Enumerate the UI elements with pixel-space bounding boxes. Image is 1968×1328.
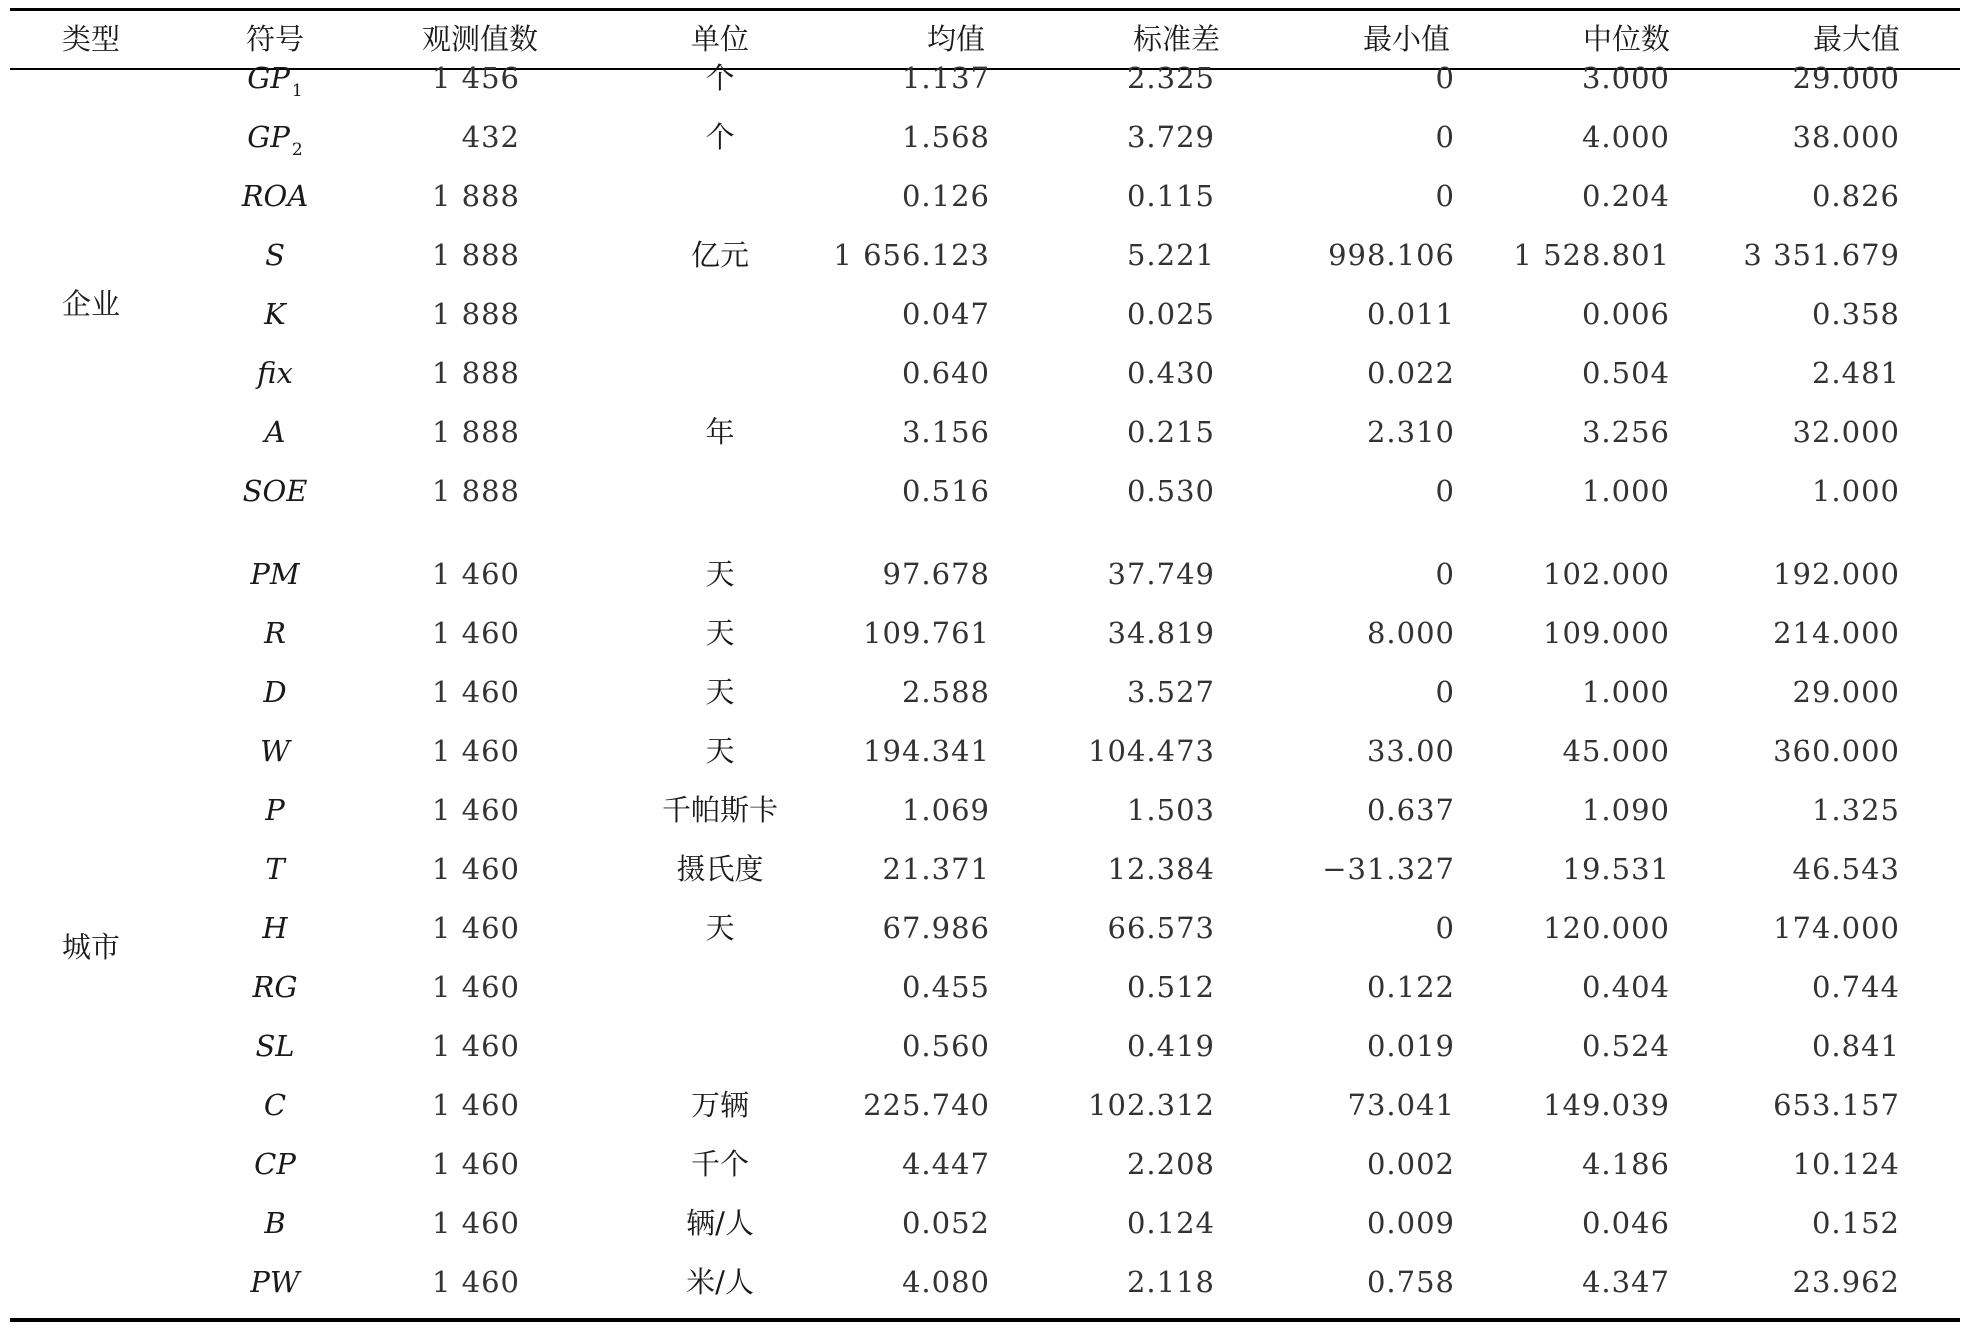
symbol-text: P [265,793,285,827]
symbol-text: SOE [242,474,308,508]
cell-symbol [200,176,350,216]
cell-median: 0.404 [1581,970,1670,1004]
cell-median: 1.090 [1581,793,1670,827]
cell-unit: 亿元 [690,238,749,272]
cell-median: 0.006 [1581,297,1670,331]
cell-obs: 1 460 [431,557,520,591]
cell-symbol [200,235,350,275]
cell-unit: 天 [705,616,735,650]
cell-max: 174.000 [1773,911,1900,945]
cell-median: 4.186 [1581,1147,1670,1181]
symbol-text: D [263,675,287,709]
header-sd: 标准差 [1132,22,1220,56]
cell-min: 0 [1435,179,1455,213]
cell-symbol [200,1203,350,1243]
cell-max: 0.358 [1811,297,1900,331]
cell-sd: 2.208 [1126,1147,1215,1181]
symbol-text: GP [247,61,290,95]
cell-max: 3 351.679 [1743,238,1900,272]
cell-mean: 0.455 [901,970,990,1004]
cell-sd: 66.573 [1107,911,1215,945]
cell-unit: 天 [705,911,735,945]
symbol-text: A [264,415,286,449]
symbol-subscript: 1 [291,81,303,101]
header-type: 类型 [62,22,121,56]
table-row [0,294,1968,334]
cell-unit: 米/人 [686,1265,754,1299]
cell-sd: 102.312 [1088,1088,1215,1122]
cell-unit: 千帕斯卡 [661,793,778,827]
cell-sd: 5.221 [1126,238,1215,272]
symbol-subscript: 2 [291,140,303,160]
cell-obs: 1 460 [431,911,520,945]
cell-max: 653.157 [1773,1088,1900,1122]
cell-symbol [200,471,350,511]
group-label-enterprise: 企业 [62,287,121,321]
cell-sd: 0.430 [1126,356,1215,390]
cell-sd: 0.215 [1126,415,1215,449]
cell-unit: 个 [705,61,735,95]
symbol-text: PW [250,1265,300,1299]
cell-min: 33.00 [1366,734,1455,768]
cell-mean: 1 656.123 [833,238,990,272]
cell-mean: 21.371 [882,852,990,886]
cell-mean: 3.156 [901,415,990,449]
cell-max: 32.000 [1792,415,1900,449]
cell-max: 0.841 [1811,1029,1900,1063]
table-row [0,353,1968,393]
symbol-text: W [260,734,290,768]
cell-min: 0.019 [1366,1029,1455,1063]
table-row [0,849,1968,889]
cell-min: 998.106 [1328,238,1455,272]
cell-symbol [200,1026,350,1066]
cell-obs: 1 460 [431,1088,520,1122]
cell-unit: 年 [705,415,735,449]
cell-median: 3.256 [1581,415,1670,449]
cell-symbol [200,58,350,101]
cell-symbol [200,967,350,1007]
cell-max: 23.962 [1792,1265,1900,1299]
cell-sd: 3.729 [1126,120,1215,154]
cell-mean: 4.080 [901,1265,990,1299]
cell-sd: 3.527 [1126,675,1215,709]
cell-sd: 0.419 [1126,1029,1215,1063]
cell-obs: 1 460 [431,1147,520,1181]
symbol-text: SL [255,1029,295,1063]
cell-obs: 1 888 [431,356,520,390]
cell-obs: 1 888 [431,238,520,272]
cell-median: 19.531 [1562,852,1670,886]
cell-symbol [200,1085,350,1125]
cell-sd: 12.384 [1107,852,1215,886]
table-row [0,1026,1968,1066]
symbol-text: fix [257,356,293,390]
cell-mean: 1.568 [901,120,990,154]
cell-unit: 万辆 [690,1088,749,1122]
symbol-text: K [264,297,286,331]
cell-max: 1.000 [1811,474,1900,508]
cell-max: 192.000 [1773,557,1900,591]
cell-mean: 225.740 [863,1088,990,1122]
cell-min: −31.327 [1322,852,1455,886]
cell-max: 10.124 [1792,1147,1900,1181]
cell-min: 0 [1435,61,1455,95]
cell-obs: 432 [461,120,520,154]
cell-mean: 0.126 [901,179,990,213]
cell-min: 0.002 [1366,1147,1455,1181]
cell-sd: 2.118 [1126,1265,1215,1299]
cell-obs: 1 456 [431,61,520,95]
cell-median: 102.000 [1543,557,1670,591]
cell-unit: 摄氏度 [676,852,764,886]
table-row [0,967,1968,1007]
cell-min: 0 [1435,557,1455,591]
cell-median: 4.000 [1581,120,1670,154]
header-symbol: 符号 [245,22,304,56]
symbol-text: S [265,238,285,272]
group-label-city: 城市 [62,930,121,964]
cell-sd: 2.325 [1126,61,1215,95]
cell-sd: 37.749 [1107,557,1215,591]
cell-median: 0.524 [1581,1029,1670,1063]
cell-max: 46.543 [1792,852,1900,886]
symbol-text: RG [252,970,298,1004]
cell-max: 214.000 [1773,616,1900,650]
cell-min: 0 [1435,675,1455,709]
cell-sd: 34.819 [1107,616,1215,650]
cell-max: 29.000 [1792,675,1900,709]
table-row [0,1085,1968,1125]
cell-mean: 109.761 [863,616,990,650]
cell-mean: 194.341 [863,734,990,768]
symbol-text: B [264,1206,286,1240]
table-row [0,790,1968,830]
cell-sd: 0.124 [1126,1206,1215,1240]
cell-max: 0.152 [1811,1206,1900,1240]
symbol-text: ROA [241,179,309,213]
cell-sd: 0.115 [1126,179,1215,213]
cell-mean: 1.069 [901,793,990,827]
table-row [0,412,1968,452]
cell-median: 120.000 [1543,911,1670,945]
cell-unit: 辆/人 [686,1206,754,1240]
cell-unit: 千个 [690,1147,749,1181]
cell-mean: 0.047 [901,297,990,331]
cell-mean: 4.447 [901,1147,990,1181]
cell-obs: 1 888 [431,179,520,213]
cell-median: 3.000 [1581,61,1670,95]
cell-min: 0.022 [1366,356,1455,390]
cell-median: 4.347 [1581,1265,1670,1299]
cell-min: 0.009 [1366,1206,1455,1240]
table-row [0,1144,1968,1184]
cell-obs: 1 888 [431,474,520,508]
cell-mean: 1.137 [901,61,990,95]
cell-min: 0.122 [1366,970,1455,1004]
cell-median: 45.000 [1562,734,1670,768]
table-top-rule [10,8,1960,11]
cell-sd: 0.530 [1126,474,1215,508]
cell-min: 0.011 [1366,297,1455,331]
cell-unit: 天 [705,675,735,709]
cell-symbol [200,613,350,653]
cell-obs: 1 888 [431,297,520,331]
cell-median: 0.504 [1581,356,1670,390]
symbol-text: CP [254,1147,296,1181]
table-bottom-rule [10,1318,1960,1322]
cell-min: 0.637 [1366,793,1455,827]
cell-min: 2.310 [1366,415,1455,449]
table-row [0,471,1968,511]
table-row [0,58,1968,101]
cell-max: 38.000 [1792,120,1900,154]
cell-median: 1.000 [1581,474,1670,508]
table-row [0,554,1968,594]
cell-median: 149.039 [1543,1088,1670,1122]
cell-unit: 天 [705,557,735,591]
symbol-text: H [262,911,288,945]
table-row [0,235,1968,275]
cell-mean: 0.560 [901,1029,990,1063]
cell-mean: 2.588 [901,675,990,709]
table-row [0,1262,1968,1302]
cell-sd: 0.512 [1126,970,1215,1004]
cell-obs: 1 460 [431,793,520,827]
header-median: 中位数 [1582,22,1670,56]
table-header [0,19,1968,59]
table-row [0,672,1968,712]
cell-obs: 1 460 [431,734,520,768]
cell-median: 1 528.801 [1513,238,1670,272]
cell-symbol [200,672,350,712]
cell-median: 109.000 [1543,616,1670,650]
cell-unit: 天 [705,734,735,768]
cell-symbol [200,790,350,830]
cell-symbol [200,731,350,771]
cell-symbol [200,412,350,452]
cell-symbol [200,294,350,334]
header-mean: 均值 [926,22,985,56]
cell-mean: 0.052 [901,1206,990,1240]
header-obs: 观测值数 [421,22,538,56]
cell-mean: 0.640 [901,356,990,390]
cell-symbol [200,849,350,889]
cell-max: 0.826 [1811,179,1900,213]
cell-obs: 1 888 [431,415,520,449]
cell-sd: 1.503 [1126,793,1215,827]
symbol-text: GP [247,120,290,154]
cell-max: 360.000 [1773,734,1900,768]
cell-symbol [200,117,350,160]
table-row [0,908,1968,948]
cell-max: 0.744 [1811,970,1900,1004]
cell-min: 0.758 [1366,1265,1455,1299]
cell-min: 8.000 [1366,616,1455,650]
cell-min: 0 [1435,474,1455,508]
cell-max: 2.481 [1811,356,1900,390]
cell-obs: 1 460 [431,1265,520,1299]
cell-median: 0.204 [1581,179,1670,213]
cell-min: 73.041 [1347,1088,1455,1122]
cell-mean: 67.986 [882,911,990,945]
cell-obs: 1 460 [431,616,520,650]
cell-max: 29.000 [1792,61,1900,95]
cell-min: 0 [1435,120,1455,154]
table-row [0,731,1968,771]
cell-max: 1.325 [1811,793,1900,827]
symbol-text: PM [250,557,300,591]
cell-obs: 1 460 [431,970,520,1004]
cell-symbol [200,1144,350,1184]
cell-min: 0 [1435,911,1455,945]
cell-obs: 1 460 [431,675,520,709]
header-min: 最小值 [1362,22,1450,56]
cell-symbol [200,1262,350,1302]
cell-obs: 1 460 [431,1029,520,1063]
symbol-text: R [264,616,286,650]
cell-unit: 个 [705,120,735,154]
cell-median: 0.046 [1581,1206,1670,1240]
cell-median: 1.000 [1581,675,1670,709]
symbol-text: T [265,852,285,886]
header-max: 最大值 [1812,22,1900,56]
cell-sd: 104.473 [1088,734,1215,768]
cell-mean: 0.516 [901,474,990,508]
cell-symbol [200,353,350,393]
cell-obs: 1 460 [431,1206,520,1240]
cell-obs: 1 460 [431,852,520,886]
table-row [0,1203,1968,1243]
cell-symbol [200,554,350,594]
cell-mean: 97.678 [882,557,990,591]
table-row [0,117,1968,160]
cell-sd: 0.025 [1126,297,1215,331]
header-unit: 单位 [690,22,749,56]
table-row [0,176,1968,216]
cell-symbol [200,908,350,948]
table-row [0,613,1968,653]
symbol-text: C [263,1088,287,1122]
